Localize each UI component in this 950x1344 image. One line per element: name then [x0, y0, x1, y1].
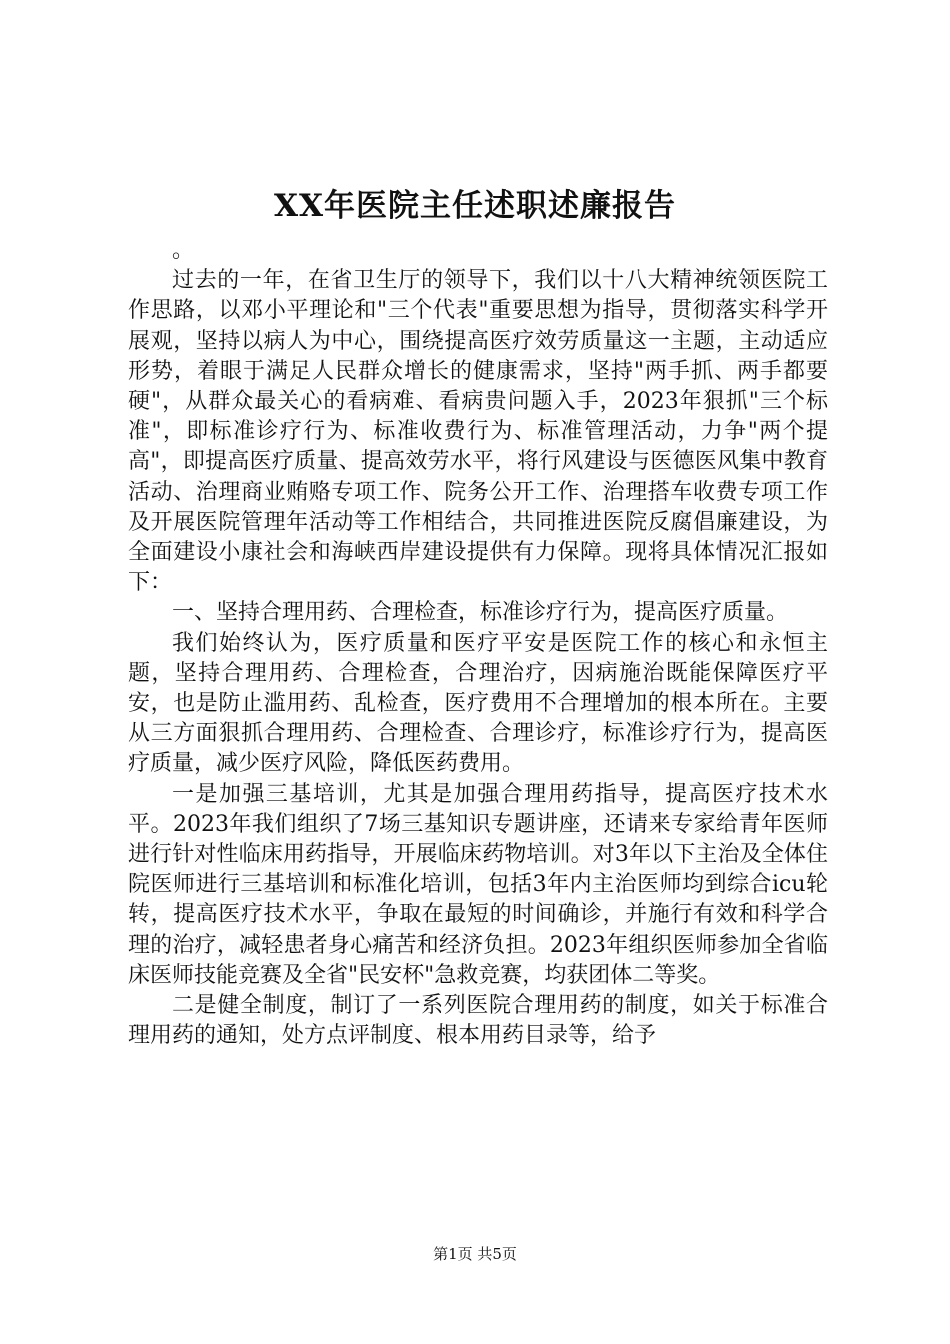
- body-paragraph: 一是加强三基培训，尤其是加强合理用药指导，提高医疗技术水平。2023年我们组织了7场三基知识专题讲座，还请来专家给青年医师进行针对性临床用药指导，开展临床药物培训。对3年以下主治及全体住院医师进行三基培训和标准化培训，包括3年内主治医师均到综合icu轮转，提高医疗技术水平，争取在最短的时间确诊，并施行有效和科学合理的治疗，减轻患者身心痛苦和经济负担。2023年组织医师参加全省临床医师技能竞赛及全省"民安杯"急救竞赛，均获团体二等奖。: [128, 781, 828, 988]
- document-title: XX年医院主任述职述廉报告: [273, 188, 677, 224]
- body-paragraph: 过去的一年，在省卫生厅的领导下，我们以十八大精神统领医院工作思路，以邓小平理论和"三个代表"重要思想为指导，贯彻落实科学开展观，坚持以病人为中心，围绕提高医疗效劳质量这一主题，主动适应形势，着眼于满足人民群众增长的健康需求，坚持"两手抓、两手都要硬"，从群众最关心的看病难、看病贵问题入手，2023年狠抓"三个标准"，即标准诊疗行为、标准收费行为、标准管理活动，力争"两个提高"，即提高医疗质量、提高效劳水平，将行风建设与医德医风集中教育活动、治理商业贿赂专项工作、院务公开工作、治理搭车收费专项工作及开展医院管理年活动等工作相结合，共同推进医院反腐倡廉建设，为全面建设小康社会和海峡西岸建设提供有力保障。现将具体情况汇报如下：: [128, 268, 828, 596]
- body-paragraph: 。: [172, 238, 195, 263]
- body-paragraph: 我们始终认为，医疗质量和医疗平安是医院工作的核心和永恒主题，坚持合理用药、合理检查，合理治疗，因病施治既能保障医疗平安，也是防止滥用药、乱检查，医疗费用不合理增加的根本所在。主要从三方面狠抓合理用药、合理检查、合理诊疗，标准诊疗行为，提高医疗质量，减少医疗风险，降低医药费用。: [128, 630, 828, 777]
- body-paragraph: 二是健全制度，制订了一系列医院合理用药的制度，如关于标准合理用药的通知，处方点评制度、根本用药目录等，给予: [128, 993, 828, 1049]
- document-body: [128, 236, 828, 1051]
- page-number-footer: 第1页 共5页: [433, 1245, 517, 1263]
- section-heading: 一、坚持合理用药、合理检查，标准诊疗行为，提高医疗质量。: [172, 600, 789, 626]
